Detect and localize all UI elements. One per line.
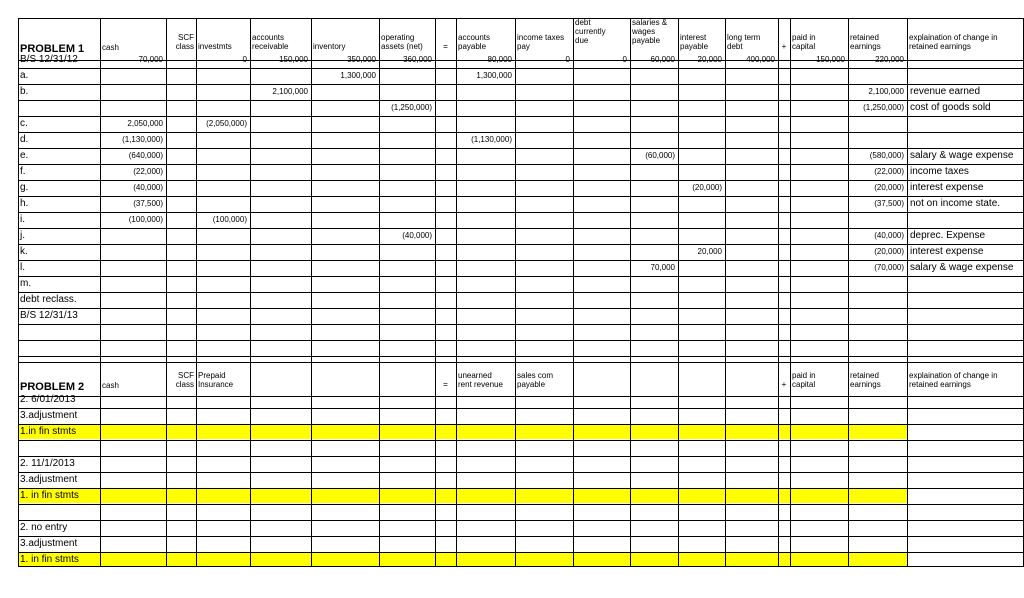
column-header: paid in	[792, 371, 816, 380]
column-header: SCF	[178, 33, 194, 42]
table-cell[interactable]: 60,000	[650, 55, 675, 64]
grid-row-line	[18, 536, 1024, 537]
table-cell[interactable]: (22,000)	[874, 167, 904, 176]
row-label: j.	[20, 230, 25, 241]
table-cell[interactable]: 220,000	[875, 55, 904, 64]
table-cell[interactable]: (1,250,000)	[391, 103, 432, 112]
grid-row-line	[18, 396, 1024, 397]
column-header: accounts	[252, 33, 285, 42]
grid-row-line	[18, 472, 1024, 473]
column-header: interest	[680, 33, 707, 42]
table-cell[interactable]: 0	[565, 55, 570, 64]
grid-row-line	[18, 504, 1024, 505]
row-label: 1. in fin stmts	[20, 490, 79, 501]
column-header: investmts	[198, 42, 232, 51]
table-cell[interactable]: 0	[242, 55, 247, 64]
column-header: salaries &	[632, 18, 668, 27]
column-header: Insurance	[198, 380, 234, 389]
column-header: Prepaid	[198, 371, 226, 380]
highlight-row	[18, 553, 908, 567]
table-cell[interactable]: 70,000	[138, 55, 163, 64]
equals-sign: =	[443, 42, 448, 51]
grid-row-line	[18, 292, 1024, 293]
row-label: c.	[20, 118, 28, 129]
table-cell[interactable]: 20,000	[697, 55, 722, 64]
highlight-row	[18, 425, 908, 439]
explanation-cell[interactable]: interest expense	[910, 182, 984, 193]
problem1-title: PROBLEM 1	[20, 43, 85, 55]
table-cell[interactable]: 150,000	[816, 55, 845, 64]
row-label: 3.adjustment	[20, 538, 78, 549]
row-label	[20, 100, 98, 116]
problem2-title: PROBLEM 2	[20, 381, 85, 393]
row-label: debt reclass.	[20, 294, 77, 305]
table-cell[interactable]: 1,300,000	[340, 71, 376, 80]
explanation-cell[interactable]: cost of goods sold	[910, 102, 991, 113]
table-cell[interactable]: 20,000	[697, 247, 722, 256]
column-header: retained earnings	[909, 380, 971, 389]
column-header: payable	[680, 42, 709, 51]
row-label: 2. 6/01/2013	[20, 394, 76, 405]
row-label: 2. no entry	[20, 522, 68, 533]
column-header: paid in	[792, 33, 816, 42]
table-cell[interactable]: (1,250,000)	[863, 103, 904, 112]
grid-row-line	[18, 552, 1024, 553]
equals-sign: =	[443, 380, 448, 389]
table-cell[interactable]: 350,000	[347, 55, 376, 64]
row-label: d.	[20, 134, 29, 145]
grid-row-line	[18, 488, 1024, 489]
grid-row-line	[18, 340, 1024, 341]
row-label: B/S 12/31/12	[20, 54, 78, 65]
column-header: assets (net)	[381, 42, 423, 51]
table-cell[interactable]: (22,000)	[133, 167, 163, 176]
column-header: sales com	[517, 371, 554, 380]
row-label: g.	[20, 182, 29, 193]
plus-sign: +	[781, 380, 787, 389]
table-cell[interactable]: (40,000)	[874, 231, 904, 240]
row-label: 1. in fin stmts	[20, 554, 79, 565]
row-label: B/S 12/31/13	[20, 310, 78, 321]
column-header: cash	[102, 43, 119, 52]
table-cell[interactable]: (1,130,000)	[471, 135, 512, 144]
table-cell[interactable]: (20,000)	[874, 183, 904, 192]
column-header: retained	[850, 371, 879, 380]
column-header: inventory	[313, 42, 346, 51]
table-cell[interactable]: 80,000	[487, 55, 512, 64]
column-header: payable	[517, 380, 546, 389]
table-cell[interactable]: 70,000	[650, 263, 675, 272]
column-header: class	[175, 42, 194, 51]
grid-row-line	[18, 116, 1024, 117]
table-cell[interactable]: 360,000	[403, 55, 432, 64]
column-header: currently	[575, 27, 606, 36]
column-header: capital	[792, 42, 816, 51]
table-cell[interactable]: (20,000)	[874, 247, 904, 256]
grid-row-line	[18, 520, 1024, 521]
table-cell[interactable]: (40,000)	[133, 183, 163, 192]
table-cell[interactable]: (20,000)	[692, 183, 722, 192]
row-label: h.	[20, 198, 29, 209]
table-cell[interactable]: (640,000)	[128, 151, 163, 160]
column-header: cash	[102, 381, 119, 390]
table-cell[interactable]: (2,050,000)	[206, 119, 247, 128]
column-header: unearned	[458, 371, 492, 380]
column-header: earnings	[850, 380, 881, 389]
table-cell[interactable]: 400,000	[746, 55, 775, 64]
table-cell[interactable]: (37,500)	[133, 199, 163, 208]
column-header: payable	[632, 36, 661, 45]
row-label	[20, 440, 98, 456]
grid-row-line	[18, 308, 1024, 309]
highlight-row	[18, 489, 908, 503]
row-label: 1.in fin stmts	[20, 426, 77, 437]
column-header: retained earnings	[909, 42, 971, 51]
row-label: m.	[20, 278, 32, 289]
row-label: i.	[20, 214, 25, 225]
grid-row-line	[18, 566, 1024, 567]
table-cell[interactable]: 150,000	[279, 55, 308, 64]
column-header: accounts	[458, 33, 491, 42]
table-cell[interactable]: (40,000)	[402, 231, 432, 240]
table-cell[interactable]: (37,500)	[874, 199, 904, 208]
table-cell[interactable]: (1,130,000)	[122, 135, 163, 144]
column-header: long term	[727, 33, 761, 42]
grid-row-line	[18, 212, 1024, 213]
grid-row-line	[18, 324, 1024, 325]
grid-row-line	[18, 362, 1024, 363]
row-label: 2. 11/1/2013	[20, 458, 75, 469]
table-cell[interactable]: (580,000)	[869, 151, 904, 160]
row-label: 3.adjustment	[20, 410, 78, 421]
explanation-cell[interactable]: deprec. Expense	[910, 230, 986, 241]
column-header: explaination of change in	[909, 371, 998, 380]
row-label	[20, 504, 98, 520]
column-header: debt	[575, 18, 591, 27]
table-cell[interactable]: 2,100,000	[272, 87, 308, 96]
grid-row-line	[18, 132, 1024, 133]
grid-row-line	[18, 408, 1024, 409]
column-header: SCF	[178, 371, 194, 380]
column-header: class	[175, 380, 194, 389]
column-header: wages	[632, 27, 656, 36]
row-label: f.	[20, 166, 26, 177]
table-cell[interactable]: 2,050,000	[127, 119, 163, 128]
column-header: retained	[850, 33, 879, 42]
grid-row-line	[18, 356, 1024, 357]
table-cell[interactable]: (100,000)	[212, 215, 247, 224]
row-label: e.	[20, 150, 29, 161]
explanation-cell[interactable]: income taxes	[910, 166, 969, 177]
grid-row-line	[18, 440, 1024, 441]
explanation-cell[interactable]: salary & wage expense	[910, 262, 1014, 273]
explanation-cell[interactable]: interest expense	[910, 246, 984, 257]
table-cell[interactable]: (70,000)	[874, 263, 904, 272]
row-label: b.	[20, 86, 29, 97]
column-header: due	[575, 36, 589, 45]
table-cell[interactable]: 1,300,000	[476, 71, 512, 80]
column-header: receivable	[252, 42, 289, 51]
table-cell[interactable]: (100,000)	[128, 215, 163, 224]
column-header: rent revenue	[458, 380, 503, 389]
table-cell[interactable]: 0	[622, 55, 627, 64]
column-header: operating	[381, 33, 415, 42]
grid-row-line	[18, 68, 1024, 69]
row-label: 3.adjustment	[20, 474, 78, 485]
explanation-cell[interactable]: not on income state.	[910, 198, 1001, 209]
grid-row-line	[18, 456, 1024, 457]
column-header: explaination of change in	[909, 33, 998, 42]
row-label: l.	[20, 262, 25, 273]
column-header: earnings	[850, 42, 881, 51]
explanation-cell[interactable]: revenue earned	[910, 86, 981, 97]
column-header: income taxes	[517, 33, 565, 42]
explanation-cell[interactable]: salary & wage expense	[910, 150, 1014, 161]
plus-sign: +	[781, 42, 787, 51]
row-label: a.	[20, 70, 29, 81]
table-cell[interactable]: 2,100,000	[868, 87, 904, 96]
grid-row-line	[18, 276, 1024, 277]
column-header: pay	[517, 42, 530, 51]
table-cell[interactable]: (60,000)	[645, 151, 675, 160]
grid-row-line	[18, 424, 1024, 425]
row-label: k.	[20, 246, 28, 257]
column-header: capital	[792, 380, 816, 389]
column-header: debt	[727, 42, 743, 51]
column-header: payable	[458, 42, 487, 51]
grid-row-line	[18, 18, 1024, 19]
